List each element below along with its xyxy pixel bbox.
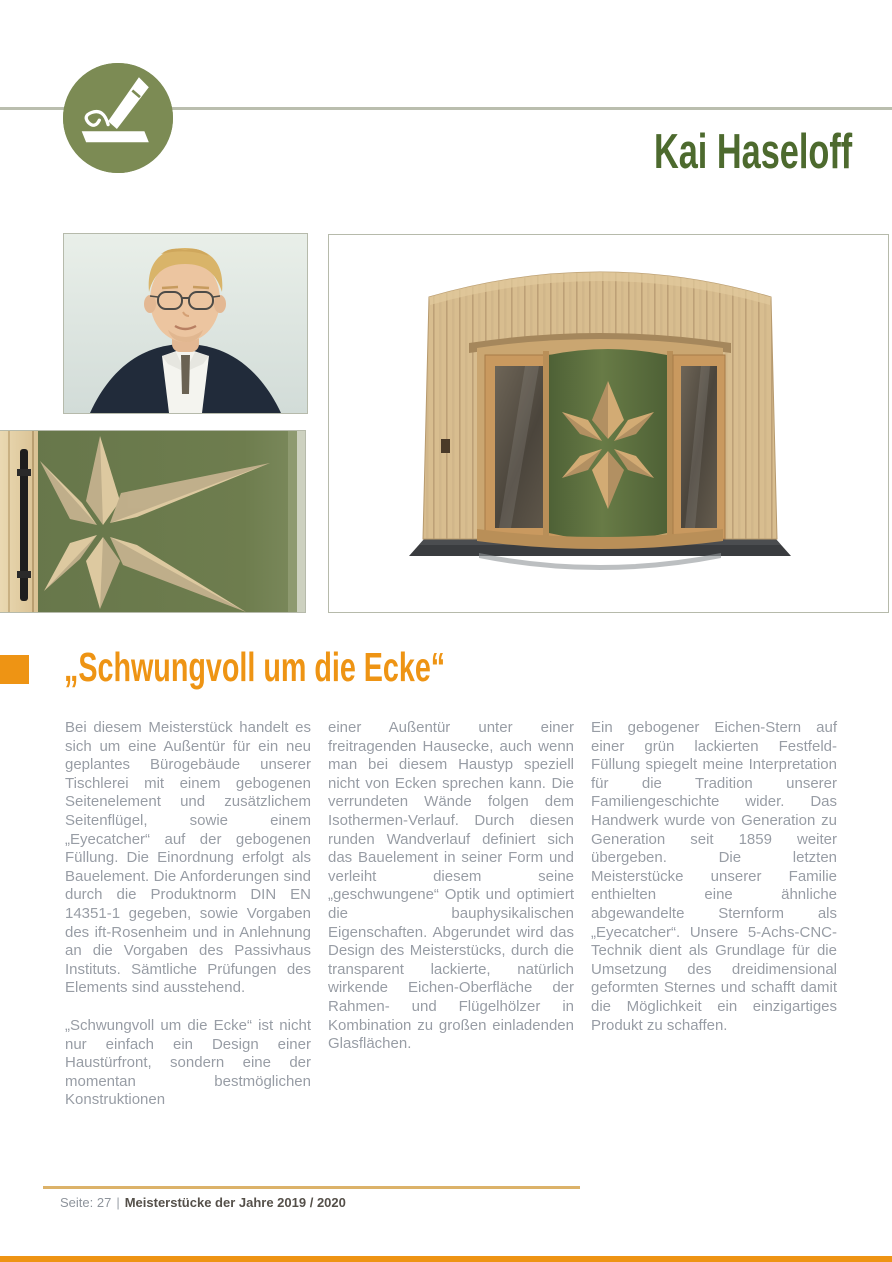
paragraph: Bei diesem Meisterstück handelt es sich um eine Außentür für ein neu geplantes Bürogebäude unserer Tischlerei mit einem gebogenen Seitenelement und zusätzlichem Seitenflügel, sowie einem „Eyecatcher“ auf der gebogenen Füllung. Die Einordnung erfolgt als Bauelement. Die Anforderungen sind durch die Produktnorm DIN EN 14351-1 gegeben, sowie Vorgaben des ift-Rosenheim und in Anlehnung an die Vorgaben des Passivhaus Instituts. Sämtliche Prüfungen des Elements sind ausstehend. <box>65 719 311 997</box>
paragraph: Ein gebogener Eichen-Stern auf einer grün lackierten Festfeld-Füllung spiegelt meine Interpretation für die Tradition unserer Familiengeschichte wider. Das Handwerk wurde von Generation zu Generation seit 1859 weiter übergeben. Die letzten Meisterstücke unserer Familie enthielten eine ähnliche abgewandelte Sternform als „Eyecatcher“. Unsere 5-Achs-CNC-Technik dient als Grundlage für die Umsetzung des dreidimensional geformten Sternes und schafft damit die Möglichkeit ein einzigartiges Produkt zu schaffen. <box>591 719 837 1034</box>
bottom-accent-bar <box>0 1256 892 1262</box>
paragraph: „Schwungvoll um die Ecke“ ist nicht nur einfach ein Design einer Haustürfront, sondern eine der momentan bestmöglichen Konstruktionen <box>65 1016 311 1109</box>
portrait-photo <box>63 233 308 414</box>
door-mockup-photo <box>328 234 889 613</box>
section-accent-square <box>0 655 29 684</box>
text-column-3 <box>591 719 837 1129</box>
footer-publication-title: Meisterstücke der Jahre 2019 / 2020 <box>124 1195 346 1210</box>
text-column-1 <box>65 719 311 1129</box>
chapter-logo-badge <box>63 63 173 173</box>
article-body <box>65 719 837 1129</box>
star-detail-photo <box>0 430 306 613</box>
paragraph: einer Außentür unter einer freitragenden Hausecke, auch wenn man bei diesem Haustyp speziell nicht von Ecken sprechen kann. Die verrundeten Wände folgen dem Isothermen-Verlauf. Durch diesen runden Wandverlauf definiert sich das Bauelement in seiner Form und verleiht diesem seine „geschwungene“ Optik und optimiert die bauphysikalischen Eigenschaften. Abgerundet wird das Design des Meisterstücks, durch die transparent lackierte, natürlich wirkende Eichen-Oberfläche der Rahmen- und Flügelhölzer in Kombination zu großen einladenden Glasflächen. <box>328 719 574 1053</box>
text-column-2 <box>328 719 574 1129</box>
footer-page-label: Seite: 27 <box>60 1195 112 1210</box>
author-name-title: Kai Haseloff <box>653 125 852 179</box>
footer-divider-rule <box>43 1186 580 1189</box>
chisel-plane-icon <box>63 63 173 173</box>
section-title: „Schwungvoll um die Ecke“ <box>64 644 446 690</box>
footer-separator: | <box>116 1195 120 1210</box>
footer <box>60 1195 346 1210</box>
